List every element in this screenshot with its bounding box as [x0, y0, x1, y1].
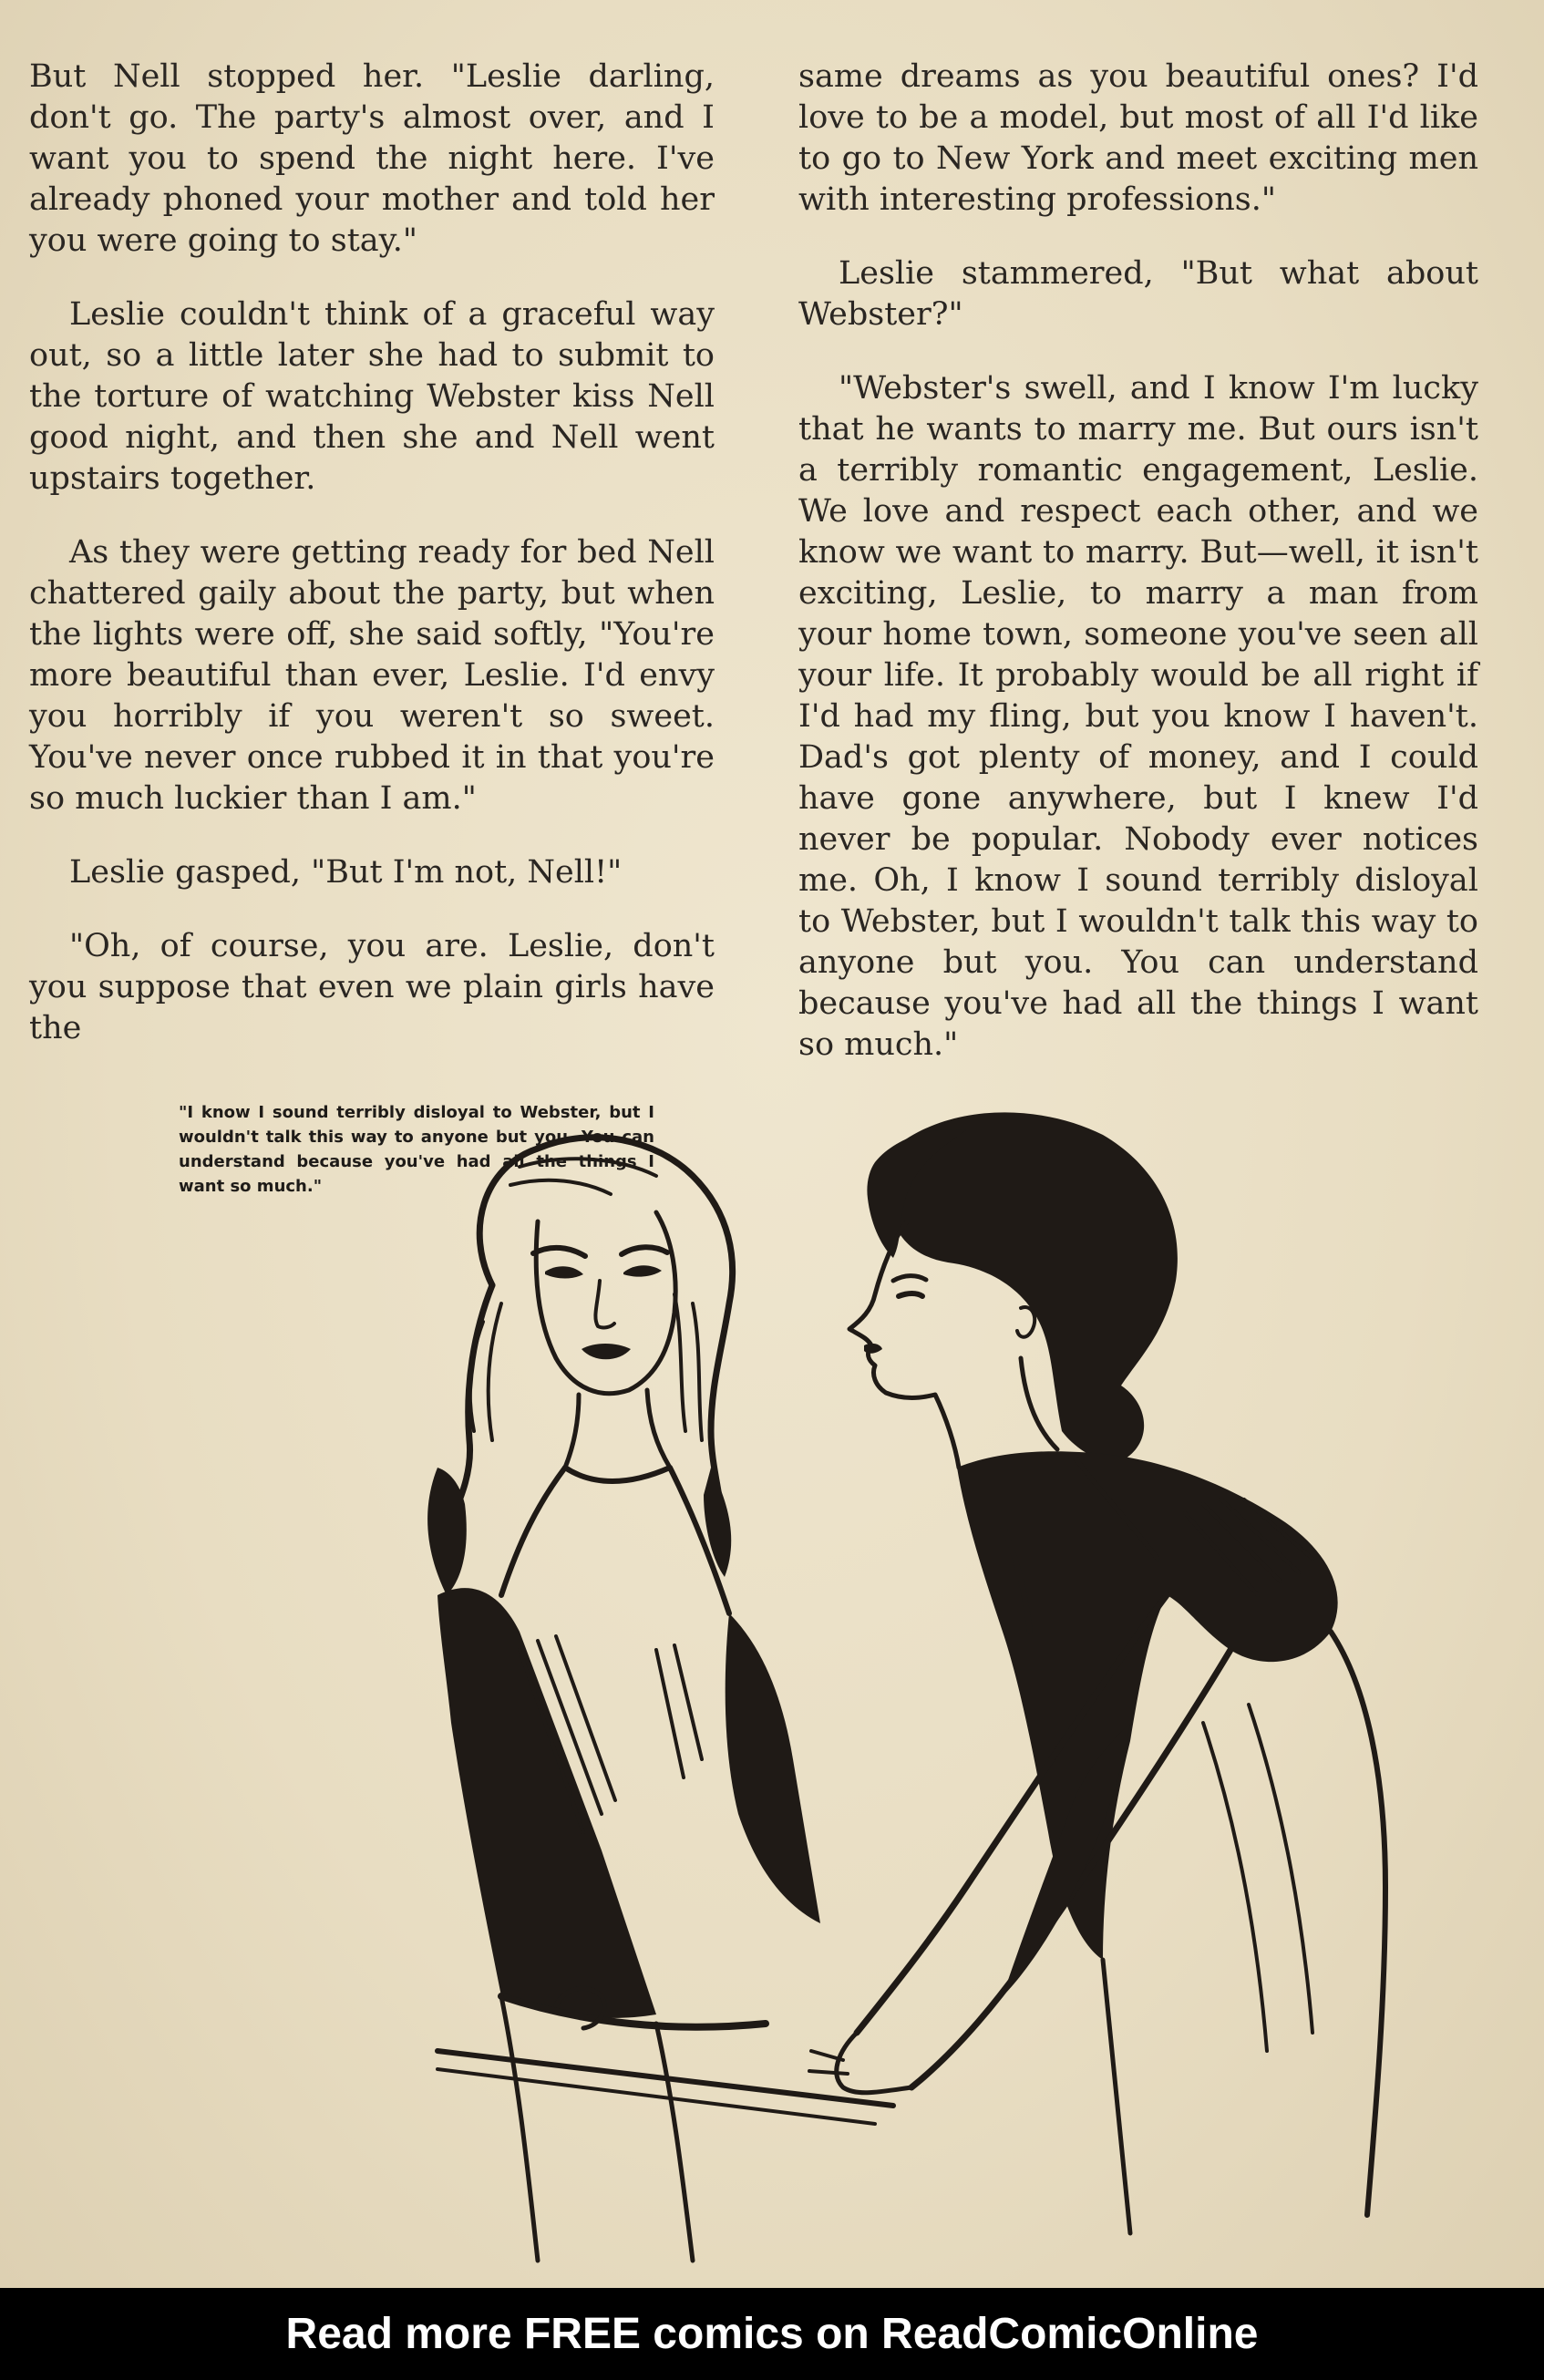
paragraph: As they were getting ready for bed Nell chattered gaily about the party, but when the lights were off, she said softly, "You're more beautiful than ever, Leslie. I'd envy you horribly if you weren't so sweet. You've never once rubbed it in that you're so much luckier than I am.": [29, 534, 715, 817]
paragraph: same dreams as you beautiful ones? I'd love to be a model, but most of all I'd like to go to New York and meet exciting men with interesting professions.": [798, 58, 1478, 218]
paragraph: Leslie stammered, "But what about Webster?": [798, 255, 1478, 333]
read-more-link[interactable]: Read more FREE comics on ReadComicOnline: [285, 2310, 1259, 2358]
paragraph: Leslie couldn't think of a graceful way out, so a little later she had to submit to the torture of watching Webster kiss Nell good night, and then she and Nell went upstairs together.: [29, 296, 715, 497]
left-woman-figure: [427, 1138, 893, 2261]
paragraph: "Oh, of course, you are. Leslie, don't you suppose that even we plain girls have the: [29, 928, 715, 1046]
footer-banner: [0, 2288, 1544, 2380]
article-right-column: [798, 57, 1478, 1098]
paragraph: Leslie gasped, "But I'm not, Nell!": [69, 854, 623, 891]
paragraph: "Webster's swell, and I know I'm lucky that he wants to marry me. But ours isn't a terribly romantic engagement, Leslie. We love and respect each other, and we know we want to marry. But—well, it isn't exciting, Leslie, to marry a man from your home town, someone you've seen all your life. It probably would be all right if I'd had my fling, but you know I haven't. Dad's got plenty of money, and I could have gone anywhere, but I knew I'd never be popular. Nobody ever notices me. Oh, I know I sound terribly disloyal to Webster, but I wouldn't talk this way to anyone but you. You can understand because you've had all the things I want so much.": [798, 370, 1478, 1063]
illustration-caption: "I know I sound terribly disloyal to Webster, but I wouldn't talk this way to anyone but you. You can understand because you've had all the things I want so much.": [179, 1103, 654, 1196]
article-left-column: [29, 57, 715, 1082]
paragraph: But Nell stopped her. "Leslie darling, don't go. The party's almost over, and I want you to spend the night here. I've already phoned your mother and told her you were going to stay.": [29, 58, 715, 259]
two-women-illustration: [383, 1085, 1486, 2274]
right-woman-figure: [809, 1112, 1385, 2233]
